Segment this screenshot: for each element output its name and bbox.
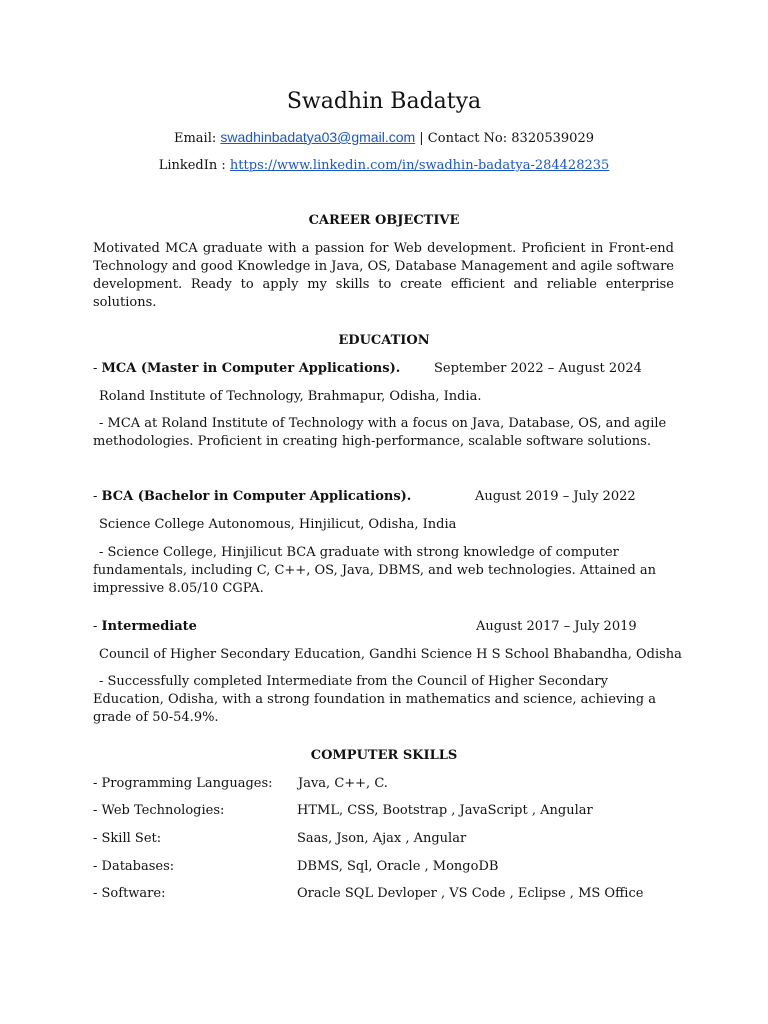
skill-label-programming: - Programming Languages: <box>93 776 273 791</box>
education-degree-mca: - MCA (Master in Computer Applications). <box>93 361 401 376</box>
degree-title: Intermediate <box>101 619 197 634</box>
contact-number: 8320539029 <box>511 131 594 146</box>
education-degree-intermediate: - Intermediate <box>93 619 197 634</box>
skill-label-databases: - Databases: <box>93 859 175 874</box>
career-objective-text: Motivated MCA graduate with a passion for Web development. Proficient in Front-end Technology and good Knowledge in Java, OS, Database Management and agile software development. Ready to apply my skills to create efficient and reliable enterprise solutions. <box>93 241 674 310</box>
education-institution-mca: Roland Institute of Technology, Brahmapur, Odisha, India. <box>99 389 482 404</box>
education-dates-mca: September 2022 – August 2024 <box>434 361 642 376</box>
education-description-mca: - MCA at Roland Institute of Technology with a focus on Java, Database, OS, and agile methodologies. Proficient in creating high-performance, scalable software solutions. <box>93 416 667 449</box>
contact-label: | Contact No: <box>415 131 512 146</box>
skill-label-software: - Software: <box>93 886 166 901</box>
skill-value-skillset: Saas, Json, Ajax , Angular <box>297 831 467 846</box>
linkedin-label: LinkedIn : <box>158 158 230 173</box>
education-institution-intermediate: Council of Higher Secondary Education, Gandhi Science H S School Bhabandha, Odisha <box>99 647 682 662</box>
contact-line <box>0 128 768 148</box>
education-degree-bca: - BCA (Bachelor in Computer Applications). <box>93 489 412 504</box>
degree-title: MCA (Master in Computer Applications). <box>101 361 401 376</box>
career-objective-heading: CAREER OBJECTIVE <box>308 213 460 228</box>
skill-value-databases: DBMS, Sql, Oracle , MongoDB <box>297 859 499 874</box>
skill-value-software: Oracle SQL Devloper , VS Code , Eclipse , MS Office <box>297 886 644 901</box>
skill-label-web: - Web Technologies: <box>93 803 225 818</box>
candidate-name: Swadhin Badatya <box>286 89 482 114</box>
education-dates-intermediate: August 2017 – July 2019 <box>476 619 637 634</box>
email-label: Email: <box>173 131 221 146</box>
education-heading: EDUCATION <box>338 333 430 348</box>
computer-skills-heading: COMPUTER SKILLS <box>310 748 458 763</box>
education-description-intermediate: - Successfully completed Intermediate from the Council of Higher Secondary Education, Odisha, with a strong foundation in mathematics and science, achieving a grade of 50-54.9%. <box>93 674 656 725</box>
linkedin-link[interactable]: https://www.linkedin.com/in/swadhin-badatya-284428235 <box>229 158 610 173</box>
skill-value-programming: Java, C++, C. <box>298 776 388 791</box>
education-institution-bca: Science College Autonomous, Hinjilicut, Odisha, India <box>99 517 457 532</box>
linkedin-line <box>0 157 768 175</box>
degree-title: BCA (Bachelor in Computer Applications). <box>101 489 412 504</box>
education-dates-bca: August 2019 – July 2022 <box>475 489 636 504</box>
education-description-bca: - Science College, Hinjilicut BCA graduate with strong knowledge of computer fundamentals, including C, C++, OS, Java, DBMS, and web technologies. Attained an impressive 8.05/10 CGPA. <box>93 545 657 596</box>
email-link[interactable]: swadhinbadatya03@gmail.com <box>220 129 416 145</box>
skill-value-web: HTML, CSS, Bootstrap , JavaScript , Angular <box>297 803 593 818</box>
skill-label-skillset: - Skill Set: <box>93 831 162 846</box>
